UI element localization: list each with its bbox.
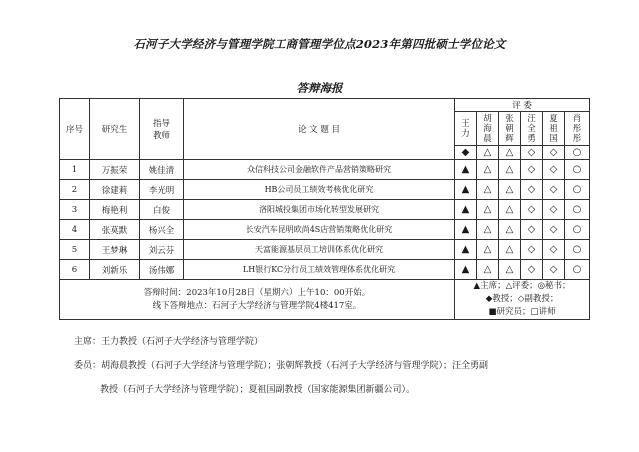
committee-member-2 [499,112,521,146]
table-row [60,240,590,260]
row-mark: ◇ [543,160,565,180]
committee-member-0 [455,112,477,146]
row-mark: △ [477,200,499,220]
row-topic: 天富能源基层员工培训体系优化研究 [184,240,455,260]
committee-member-char: 王 [461,118,470,129]
committee-member-3 [521,112,543,146]
row-supervisor: 汤伟娜 [140,260,184,280]
row-mark: △ [499,180,521,200]
header-supervisor-line2: 教师 [152,131,170,141]
committee-title-symbol: ◇ [543,146,565,160]
row-mark: △ [499,240,521,260]
row-mark: △ [477,240,499,260]
row-mark: △ [499,220,521,240]
table-row [60,200,590,220]
chair-line [74,330,594,354]
row-student: 万振荣 [90,160,140,180]
row-mark: ◇ [521,220,543,240]
chair-name: 王力教授（石河子大学经济与管理学院） [101,337,264,347]
row-mark: ◇ [543,240,565,260]
row-no: 5 [60,240,90,260]
row-no: 1 [60,160,90,180]
page-title: 石河子大学经济与管理学院工商管理学位点2023年第四批硕士学位论文 [133,37,506,51]
row-mark: ◇ [543,200,565,220]
members-text-2: 教授（石河子大学经济与管理学院）；夏祖国副教授（国家能源集团新疆公司）。 [100,385,416,395]
row-mark: ○ [565,200,590,220]
row-topic: 长安汽车昆明欧尚4S店营销策略优化研究 [184,220,455,240]
members-line1 [74,354,594,378]
row-no: 2 [60,180,90,200]
row-no: 6 [60,260,90,280]
header-committee: 评 委 [455,99,590,112]
row-mark: ▲ [455,240,477,260]
committee-member-char: 勇 [527,133,536,144]
row-no: 3 [60,200,90,220]
legend-line2: ◆教授；◇副教授； [485,294,559,304]
defense-info [60,280,455,320]
row-mark: △ [477,260,499,280]
legend-line3: ■研究员；□讲师 [488,307,556,317]
committee-member-char: 胡 [483,113,492,124]
row-mark: ◇ [521,200,543,220]
row-topic: 众信科技公司金融软件产品营销策略研究 [184,160,455,180]
row-supervisor: 刘云芬 [140,240,184,260]
committee-member-char: 晨 [483,133,492,144]
row-mark: ◇ [521,240,543,260]
row-supervisor: 李光明 [140,180,184,200]
committee-member-char: 夏 [549,113,558,124]
row-mark: △ [477,180,499,200]
row-topic: HB公司员工绩效考核优化研究 [184,180,455,200]
header-no: 序号 [60,99,90,160]
row-supervisor: 姚佳清 [140,160,184,180]
legend [455,280,590,320]
row-supervisor: 白俊 [140,200,184,220]
row-student: 王梦琳 [90,240,140,260]
committee-member-char: 国 [549,133,558,144]
header-topic: 论 文 题 目 [184,99,455,160]
row-mark: ◇ [521,180,543,200]
row-mark: ◇ [521,260,543,280]
row-mark: △ [499,200,521,220]
row-mark: △ [499,160,521,180]
committee-title-symbol: ◇ [521,146,543,160]
committee-member-char: 朝 [505,123,514,134]
row-student: 张莫默 [90,220,140,240]
members-label: 委员： [74,361,102,371]
header-supervisor [140,99,184,160]
row-mark: ▲ [455,180,477,200]
header-supervisor-line1: 指导 [152,119,170,129]
table-row [60,220,590,240]
row-mark: ○ [565,260,590,280]
committee-member-char: 力 [461,128,470,139]
page-subtitle: 答辩海报 [296,81,343,95]
row-no: 4 [60,220,90,240]
committee-member-char: 祖 [549,123,558,134]
row-mark: ▲ [455,220,477,240]
defense-place: 线下答辩地点：石河子大学经济与管理学院4楼417室。 [152,300,362,311]
committee-title-symbol: △ [477,146,499,160]
table-row [60,160,590,180]
row-mark: ◇ [521,160,543,180]
row-mark: ▲ [455,260,477,280]
committee-title-symbol: ◆ [455,146,477,160]
row-supervisor: 杨兴全 [140,220,184,240]
row-mark: ▲ [455,160,477,180]
row-student: 徐建莉 [90,180,140,200]
committee-member-char: 肖 [572,113,582,124]
committee-member-5 [565,112,590,146]
committee-member-1 [477,112,499,146]
members-line2 [100,378,600,402]
committee-member-char: 彤 [572,133,582,144]
row-mark: △ [477,160,499,180]
committee-member-char: 彤 [572,123,582,134]
row-mark: ◇ [543,260,565,280]
row-mark: ◇ [543,180,565,200]
committee-title-symbol: △ [499,146,521,160]
row-mark: ▲ [455,200,477,220]
members-text-1: 胡海晨教授（石河子大学经济与管理学院）；张朝辉教授（石河子大学经济与管理学院）；汪全勇副 [101,361,489,371]
legend-line1: ▲主席；△评委；◎秘书； [473,281,571,291]
committee-title-symbol: ○ [565,146,590,160]
header-student: 研究生 [90,99,140,160]
row-mark: ○ [565,180,590,200]
defense-schedule-table [59,98,590,320]
row-mark: ○ [565,220,590,240]
chair-label: 主席： [74,337,102,347]
committee-member-char: 全 [527,123,536,134]
row-topic: 洛阳城投集团市场化转型发展研究 [184,200,455,220]
committee-member-char: 张 [505,113,514,124]
committee-member-char: 辉 [505,133,514,144]
row-mark: ○ [565,240,590,260]
row-student: 刘新乐 [90,260,140,280]
row-mark: △ [499,260,521,280]
defense-time: 答辩时间：2023年10月28日（星期六）上午10：00开始。 [143,287,371,298]
table-row [60,260,590,280]
committee-member-char: 海 [483,123,492,134]
table-row [60,180,590,200]
row-mark: ○ [565,160,590,180]
row-topic: LH银行KC分行员工绩效管理体系优化研究 [184,260,455,280]
row-student: 梅艳利 [90,200,140,220]
row-mark: ◇ [543,220,565,240]
committee-member-char: 汪 [527,113,536,124]
committee-member-4 [543,112,565,146]
row-mark: △ [477,220,499,240]
